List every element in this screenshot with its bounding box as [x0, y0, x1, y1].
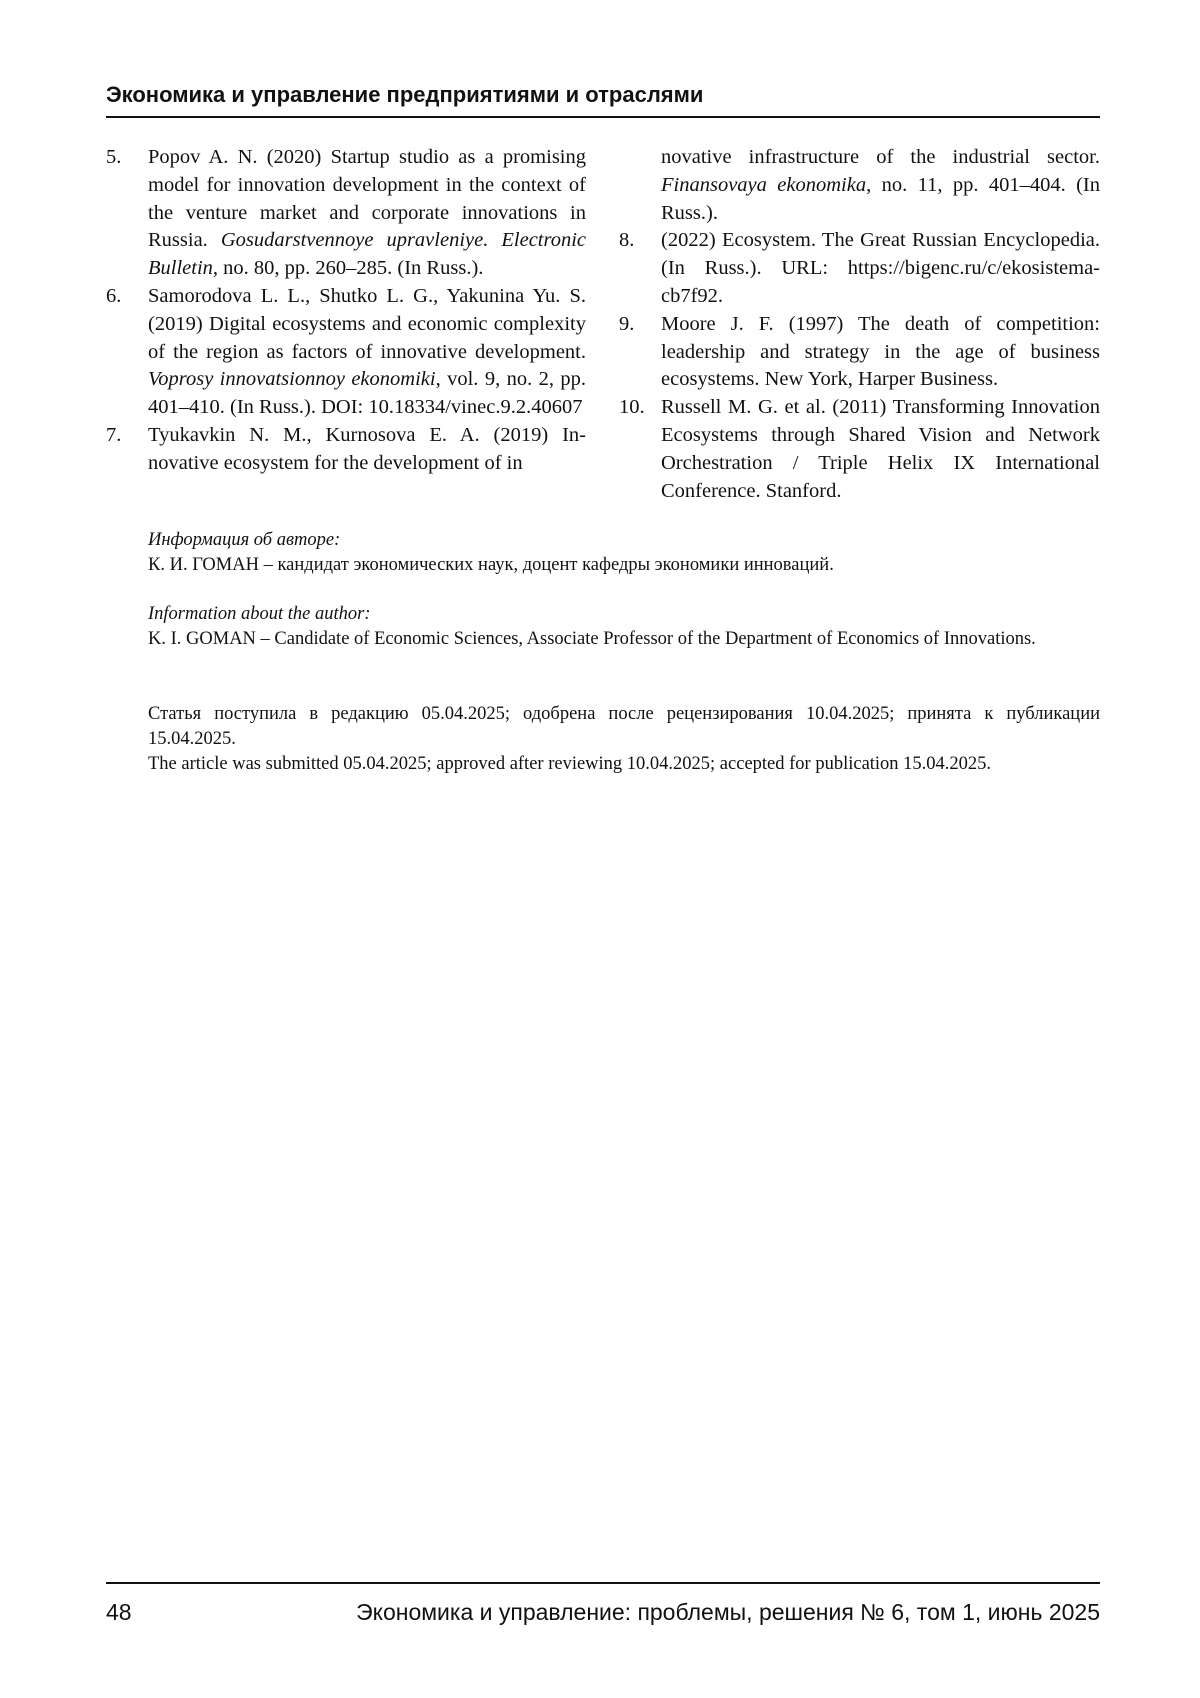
author-info-ru-text: К. И. ГОМАН – кандидат экономических наук, доцент кафедры экономики инноваций. [148, 555, 834, 575]
reference-number: 5. [106, 146, 122, 168]
reference-number: 9. [619, 312, 635, 335]
author-info-en-text: K. I. GOMAN – Candidate of Economic Sciences, Associate Professor of the Department of Economics of Innovations. [148, 629, 1036, 649]
author-info-ru [148, 528, 1100, 578]
running-footer [106, 1582, 1100, 1626]
author-info-ru-label: Информация об авторе: [148, 530, 341, 550]
reference-number: 7. [106, 423, 122, 446]
reference-text: Russell M. G. et al. (2011) Transforming Innovation Ecosystems through Shared Vision and Network Orchestration / Triple Helix IX International Conference. Stanford. [661, 396, 1100, 502]
author-info-en [148, 602, 1100, 652]
reference-item [106, 144, 586, 283]
references-left-column [106, 144, 586, 478]
reference-text: Tyukavkin N. M., Kurnosova E. A. (2019) Innovative ecosystem for the development of in [148, 423, 586, 474]
reference-item-continued [619, 144, 1100, 227]
reference-number: 10. [619, 396, 645, 419]
reference-item [619, 227, 1100, 310]
reference-number: 6. [106, 284, 122, 307]
dates-ru: Статья поступила в редакцию 05.04.2025; одобрена после рецензирования 10.04.2025; принята к публикации 15.04.2025. [148, 704, 1100, 749]
reference-text: Samorodova L. L., Shutko L. G., Yakunina Yu. S. (2019) Digital ecosystems and economic complexity of the region as factors of innovative development. Voprosy innovatsionnoy ekonomiki, vol. 9, no. 2, pp. 401–410. (In Russ.). DOI: 10.18334/vinec.9.2.40607 [148, 284, 586, 419]
reference-text: novative infrastructure of the industrial sector. Finansovaya ekonomika, no. 11, pp. 401–404. (In Russ.). [661, 146, 1100, 224]
reference-text: (2022) Ecosystem. The Great Russian Encyclopedia. (In Russ.). URL: https://bigenc.ru/c/ekosistema-cb7f92. [661, 229, 1100, 307]
article-dates [148, 702, 1100, 777]
journal-citation: Экономика и управление: проблемы, решения № 6, том 1, июнь 2025 [356, 1599, 1100, 1625]
author-info-en-label: Information about the author: [148, 604, 371, 624]
reference-item [619, 311, 1100, 394]
dates-en: The article was submitted 05.04.2025; approved after reviewing 10.04.2025; accepted for publication 15.04.2025. [148, 754, 992, 774]
reference-item [619, 394, 1100, 505]
reference-text: Moore J. F. (1997) The death of competition: leadership and strategy in the age of business ecosystems. New York, Harper Business. [661, 312, 1100, 391]
reference-text: Popov A. N. (2020) Startup studio as a promising model for innovation development in the context of the venture market and corporate innovations in Russia. Gosudarstvennoye upravleniye. Electronic Bulletin, no. 80, pp. 260–285. (In Russ.). [148, 146, 586, 280]
header-title: Экономика и управление предприятиями и отраслями [106, 82, 704, 107]
page-number: 48 [106, 1599, 132, 1625]
reference-item [106, 283, 586, 422]
reference-item [106, 422, 586, 478]
references-right-column [619, 144, 1100, 505]
reference-number: 8. [619, 229, 635, 252]
running-header [106, 82, 1100, 118]
